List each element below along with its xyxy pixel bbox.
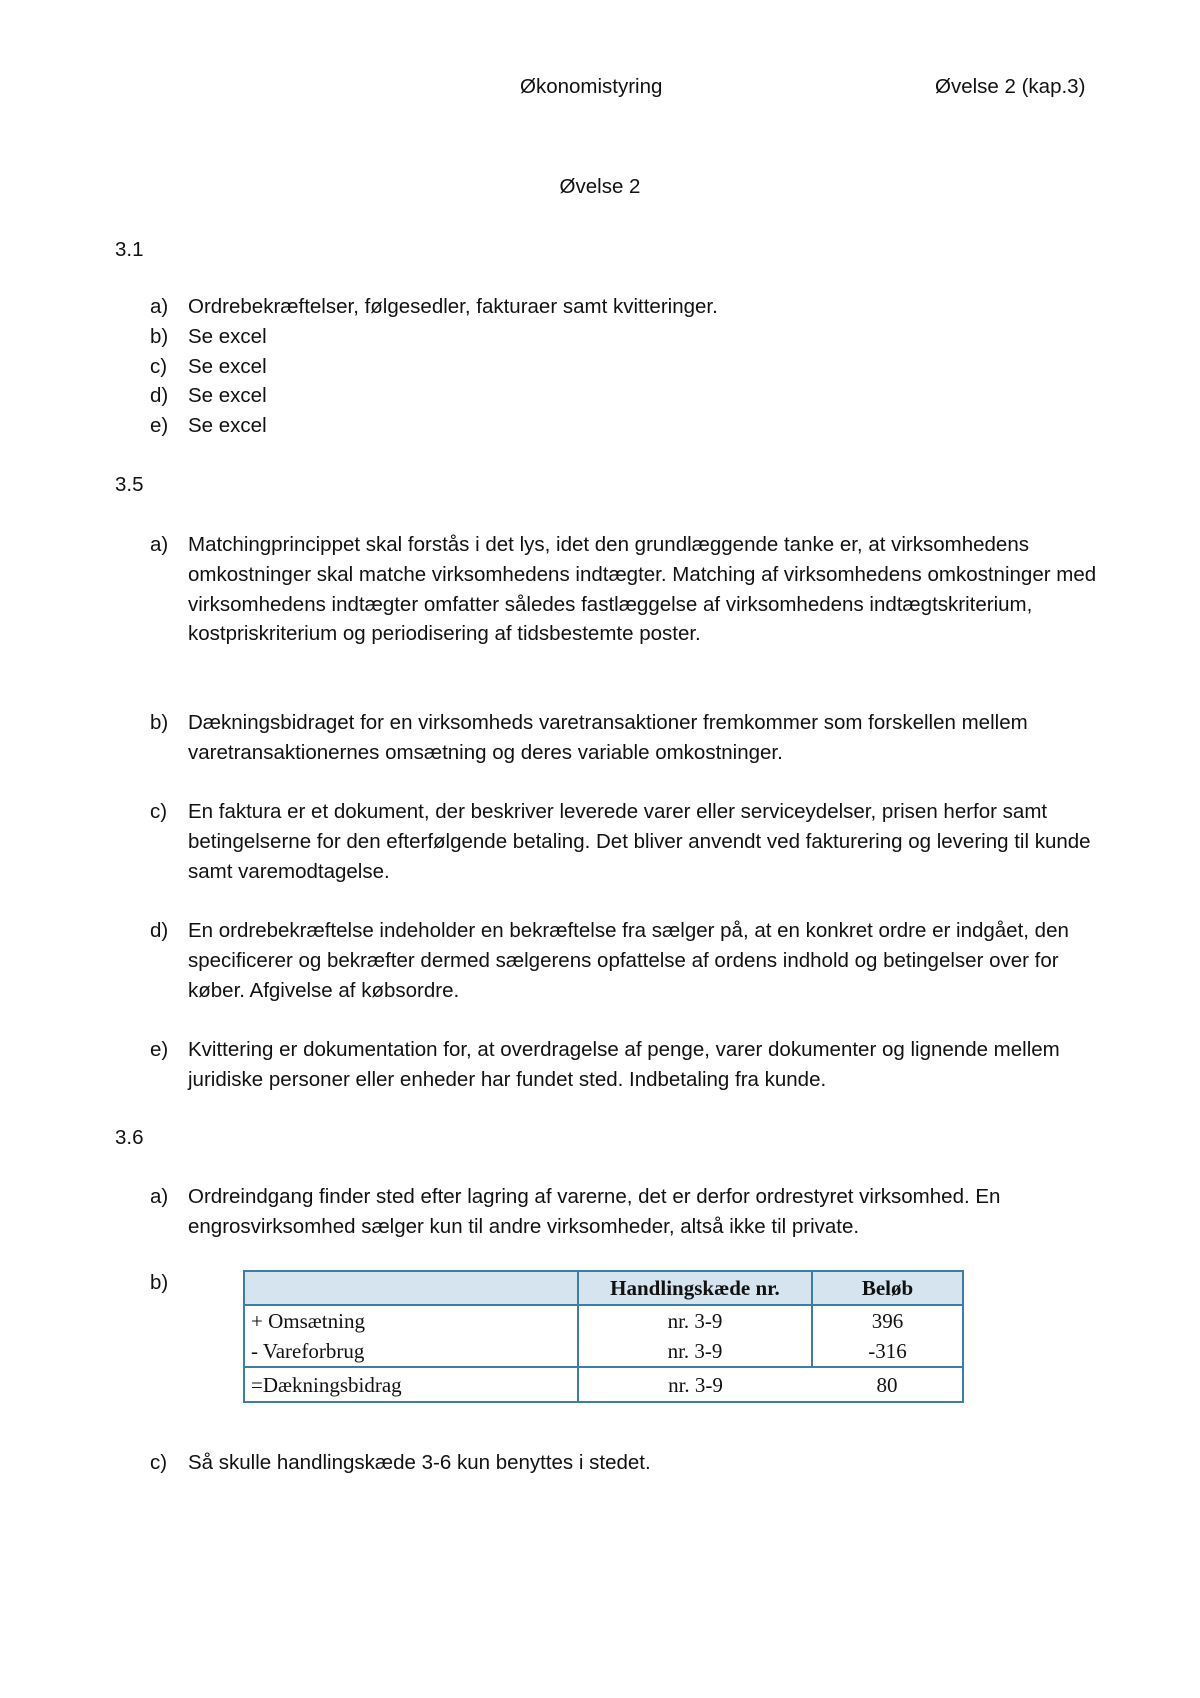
list-item-label: c) <box>150 355 168 378</box>
list-item-text: Ordreindgang finder sted efter lagring af varerne, det er derfor ordrestyret virksomhed. En engrosvirksomhed sælger kun til andre virksomheder, altså ikke til private. <box>188 1185 1001 1238</box>
list-item-label: a) <box>150 533 169 556</box>
page-title: Øvelse 2 <box>559 175 641 198</box>
list-item-text: Se excel <box>188 355 267 378</box>
table-header-cell <box>244 1271 578 1305</box>
list-item-text: En ordrebekræftelse indeholder en bekræftelse fra sælger på, at en konkret ordre er indgået, den specificerer og bekræfter dermed sælgerens opfattelse af ordens indhold og betingelser over for køber. Afgivelse af købsordre. <box>188 919 1069 1002</box>
list-item-label: c) <box>150 800 168 823</box>
section-heading-3-1: 3.1 <box>115 238 144 261</box>
list-item-text: En faktura er et dokument, der beskriver leverede varer eller serviceydelser, prisen herfor samt betingelserne for den efterfølgende betaling. Det bliver anvendt ved fakturering og levering til kunde samt varemodtagelse. <box>188 800 1091 883</box>
list-item-label: c) <box>150 1451 168 1474</box>
table-header-row <box>244 1271 963 1305</box>
list-item-text: Se excel <box>188 325 267 348</box>
section-heading-3-5: 3.5 <box>115 473 144 496</box>
table-cell: =Dækningsbidrag <box>244 1367 578 1402</box>
list-item-text: Kvittering er dokumentation for, at overdragelse af penge, varer dokumenter og lignende mellem juridiske personer eller enheder har fundet sted. Indbetaling fra kunde. <box>188 1038 1060 1091</box>
table-cell: nr. 3-9 <box>578 1367 812 1402</box>
list-item-text: Se excel <box>188 414 267 437</box>
list-item-label: d) <box>150 919 169 942</box>
header-exercise-ref: Øvelse 2 (kap.3) <box>935 75 1086 98</box>
table-header-cell: Beløb <box>812 1271 963 1305</box>
list-item-text: Se excel <box>188 384 267 407</box>
section-heading-3-6: 3.6 <box>115 1126 144 1149</box>
table-row <box>244 1367 963 1402</box>
list-item-label: b) <box>150 1271 169 1294</box>
list-item-text: Dækningsbidraget for en virksomheds varetransaktioner fremkommer som forskellen mellem varetransaktionernes omsætning og deres variable omkostninger. <box>188 711 1028 764</box>
list-item-label: b) <box>150 325 169 348</box>
table-header-cell: Handlingskæde nr. <box>578 1271 812 1305</box>
table-cell: + Omsætning <box>244 1305 578 1336</box>
list-item-text: Ordrebekræftelser, følgesedler, fakturaer samt kvitteringer. <box>188 295 718 318</box>
list-item-text: Så skulle handlingskæde 3-6 kun benyttes i stedet. <box>188 1451 651 1474</box>
contribution-margin-table <box>243 1270 964 1403</box>
table-cell: 396 <box>812 1305 963 1336</box>
list-item-label: e) <box>150 1038 169 1061</box>
table-cell: nr. 3-9 <box>578 1305 812 1336</box>
list-item-label: a) <box>150 1185 169 1208</box>
list-item-text: Matchingprincippet skal forstås i det lys, idet den grundlæggende tanke er, at virksomhedens omkostninger skal matche virksomhedens indtægter. Matching af virksomhedens omkostninger med virksomhedens indtægter omfatter således fastlæggelse af virksomhedens indtægtskriterium, kostpriskriterium og periodisering af tidsbestemte poster. <box>188 533 1097 646</box>
table-cell: 80 <box>812 1367 963 1402</box>
table-cell: nr. 3-9 <box>578 1336 812 1367</box>
header-course-title: Økonomistyring <box>520 75 663 98</box>
table-cell: -316 <box>812 1336 963 1367</box>
list-item-label: b) <box>150 711 169 734</box>
table-row <box>244 1305 963 1336</box>
list-item-label: a) <box>150 295 169 318</box>
list-item-label: e) <box>150 414 169 437</box>
table-row <box>244 1336 963 1367</box>
list-item-label: d) <box>150 384 169 407</box>
table-cell: - Vareforbrug <box>244 1336 578 1367</box>
